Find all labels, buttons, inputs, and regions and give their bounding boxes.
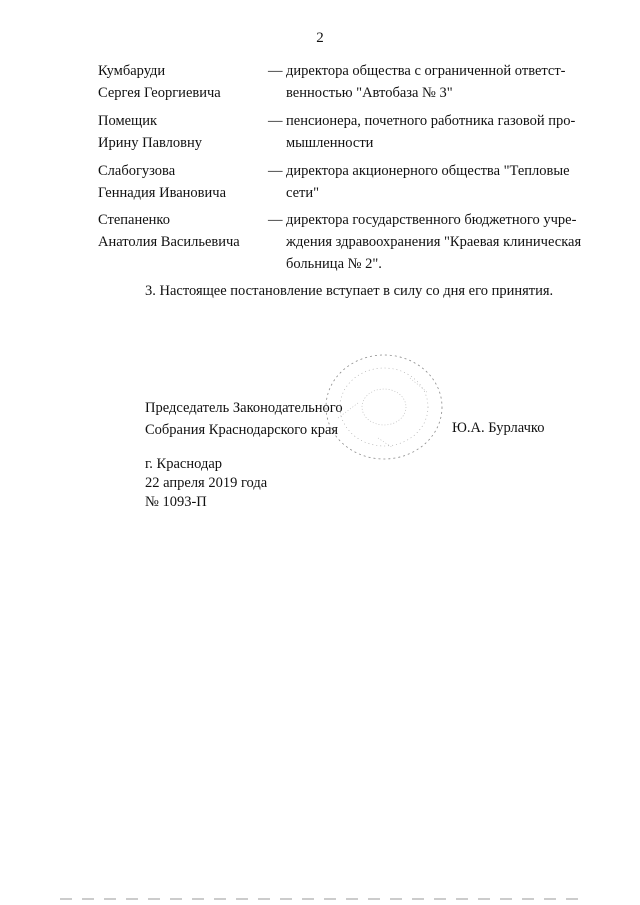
- clause-3: 3. Настоящее постановление вступает в силу со дня его принятия.: [145, 283, 554, 299]
- signer-name: Ю.А. Бурлачко: [452, 420, 545, 436]
- dash: —: [268, 212, 283, 228]
- person-name: Кумбаруди Сергея Георгиевича: [98, 63, 221, 101]
- page-number: 2: [316, 30, 324, 46]
- dash: —: [268, 163, 283, 179]
- dash: —: [268, 113, 283, 129]
- person-description: директора акционерного общества "Тепловые сети": [286, 163, 570, 201]
- person-name: Слабогузова Геннадия Ивановича: [98, 163, 227, 201]
- date: 22 апреля 2019 года: [145, 475, 268, 491]
- person-name: Степаненко Анатолия Васильевича: [98, 212, 240, 250]
- document-footer: [145, 455, 267, 512]
- document-number: № 1093-П: [145, 494, 207, 510]
- scan-artifact-line: [60, 897, 580, 901]
- person-name: Помещик Ирину Павловну: [98, 113, 203, 151]
- place: г. Краснодар: [145, 456, 223, 472]
- person-description: пенсионера, почетного работника газовой про- мышленности: [286, 113, 576, 151]
- signer-position: Председатель Законодательного: [145, 400, 343, 416]
- signer-position: Собрания Краснодарского края: [145, 422, 339, 438]
- person-description: директора общества с ограниченной ответст- венностью "Автобаза № 3": [286, 63, 566, 101]
- dash: —: [268, 63, 283, 79]
- signature-block: [145, 397, 343, 441]
- person-description: директора государственного бюджетного учре- ждения здравоохранения "Краевая клиническая больница № 2".: [286, 212, 582, 272]
